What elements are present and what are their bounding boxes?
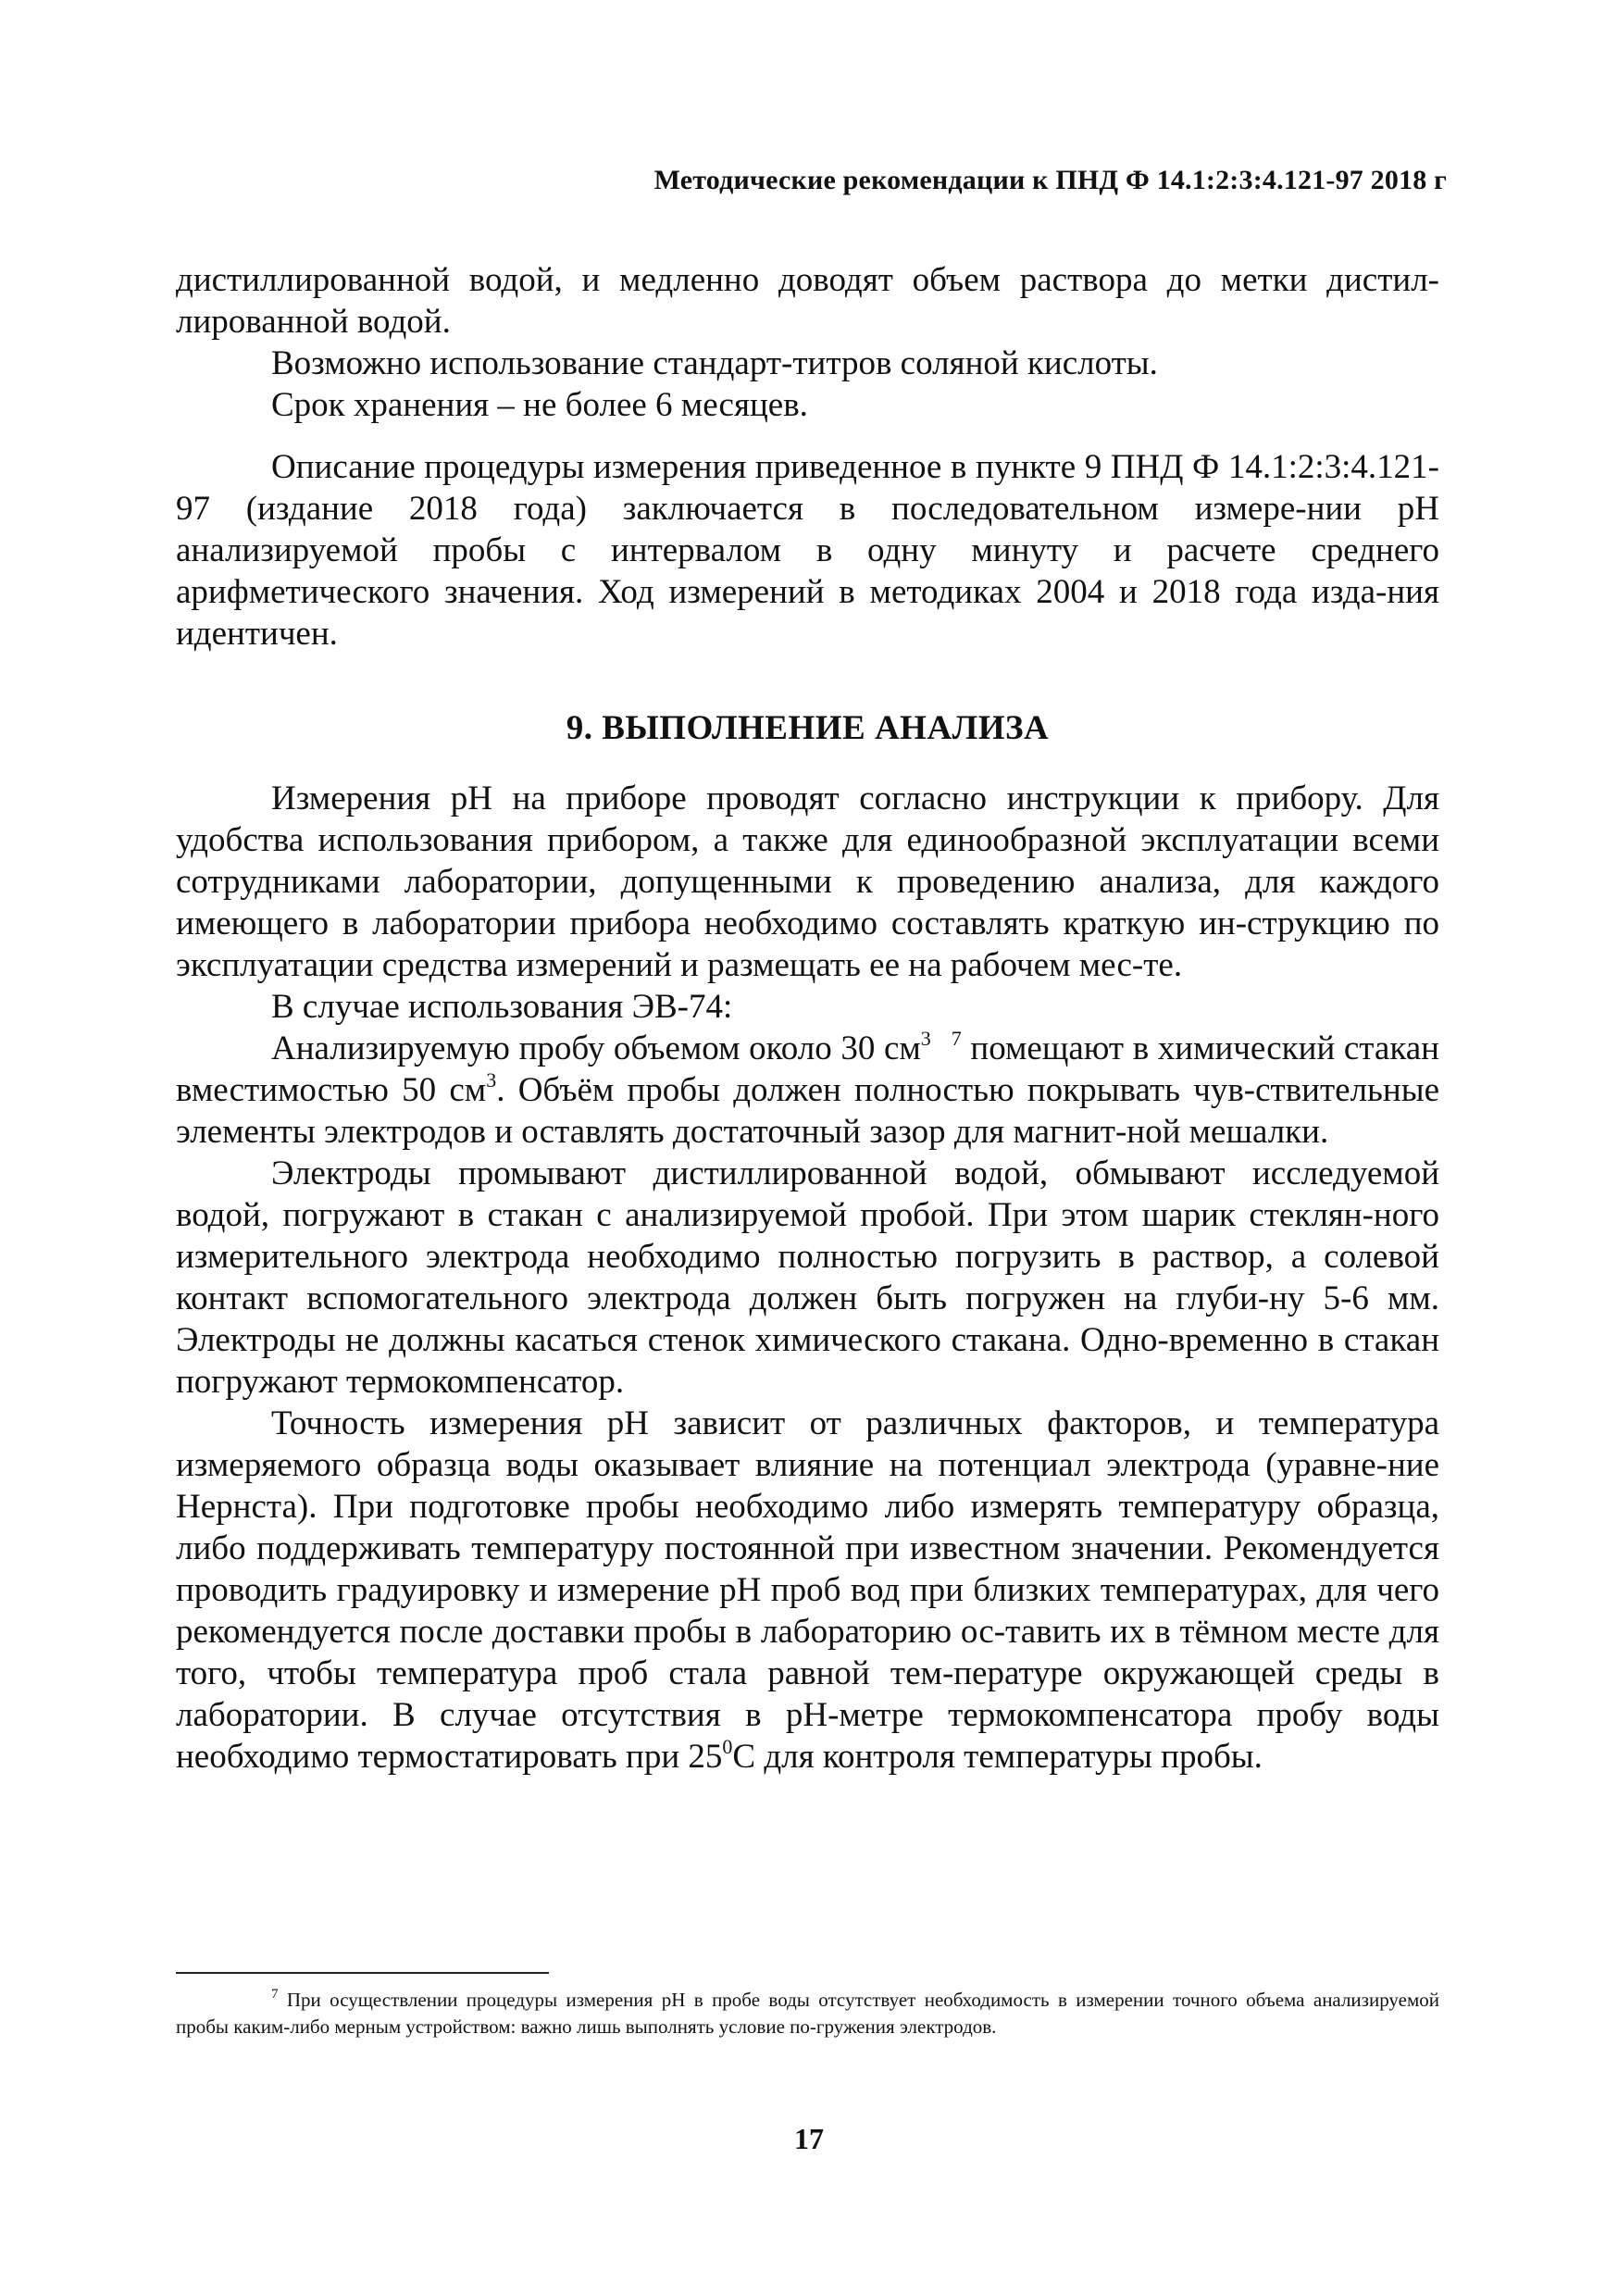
footnote bbox=[176, 1987, 1439, 2040]
paragraph-accuracy bbox=[176, 1403, 1439, 1778]
running-header: Методические рекомендации к ПНД Ф 14.1:2:3:4.121-97 2018 г bbox=[653, 165, 1447, 195]
accuracy-text-a: Точность измерения рН зависит от различных факторов, и температура измеряемого образца воды оказывает влияние на потенциал электрода (уравне-ние Нернста). При подготовке пробы необходимо либо измерять температуру образца, либо поддерживать температуру постоянной при известном значении. Рекомендуется проводить градуировку и измерение рН проб вод при близких температурах, для чего рекомендуется после доставки пробы в лабораторию ос-тавить их в тёмном месте для того, чтобы температура проб стала равной тем-пературе окружающей среды в лаборатории. В случае отсутствия в рН-метре термокомпенсатора пробу воды необходимо термостатировать при 25 bbox=[176, 1404, 1439, 1776]
sample-volume-text-a: Анализируемую пробу объемом около 30 см bbox=[271, 1029, 921, 1067]
sample-volume-text-c: . Объём пробы должен полностью покрывать чув-ствительные элементы электродов и оставлять достаточный зазор для магнит-ной мешалки. bbox=[176, 1071, 1439, 1151]
superscript-unit-2: 3 bbox=[486, 1068, 497, 1092]
accuracy-text-b: С для контроля температуры пробы. bbox=[732, 1738, 1263, 1776]
intro-block bbox=[176, 259, 1439, 655]
paragraph-ph-measurement: Измерения рН на приборе проводят согласно инструкции к прибору. Для удобства использования прибором, а также для единообразной эксплуатации всеми сотрудниками лаборатории, допущенными к проведению анализа, для каждого имеющего в лаборатории прибора необходимо составлять краткую ин-струкцию по эксплуатации средства измерений и размещать ее на рабочем мес-те. bbox=[176, 780, 1439, 984]
footnote-reference: 7 bbox=[951, 1027, 962, 1050]
section-heading: 9. ВЫПОЛНЕНИЕ АНАЛИЗА bbox=[566, 709, 1050, 747]
paragraph-continuation: дистиллированной водой, и медленно доводят объем раствора до метки дистил-лированной водой. bbox=[176, 261, 1439, 341]
page-number: 17 bbox=[794, 2122, 824, 2155]
superscript-unit: 3 bbox=[920, 1027, 931, 1050]
paragraph-ev74-case: В случае использования ЭВ-74: bbox=[271, 988, 733, 1026]
sample-volume-text-b: помещают в химический стакан вместимостью 50 см bbox=[176, 1029, 1439, 1109]
paragraph-standard-titres: Возможно использование стандарт-титров соляной кислоты. bbox=[271, 344, 1158, 382]
section-body bbox=[176, 778, 1439, 1778]
footnote-divider bbox=[176, 1972, 549, 1974]
paragraph-electrodes: Электроды промывают дистиллированной водой, обмывают исследуемой водой, погружают в стакан с анализируемой пробой. При этом шарик стеклян-ного измерительного электрода необходимо полностью погрузить в раствор, а солевой контакт вспомогательного электрода должен быть погружен на глуби-ну 5-6 мм. Электроды не должны касаться стенок химического стакана. Одно-временно в стакан погружают термокомпенсатор. bbox=[176, 1154, 1439, 1401]
paragraph-procedure-description: Описание процедуры измерения приведенное в пункте 9 ПНД Ф 14.1:2:3:4.121-97 (издание 2018 года) заключается в последовательном измере-нии рН анализируемой пробы с интервалом в одну минуту и расчете среднего арифметического значения. Ход измерений в методиках 2004 и 2018 года изда-ния идентичен. bbox=[176, 448, 1439, 653]
footnote-marker: 7 bbox=[271, 1987, 279, 2002]
paragraph-storage-term: Срок хранения – не более 6 месяцев. bbox=[271, 386, 808, 424]
superscript-degree: 0 bbox=[722, 1735, 733, 1758]
footnote-text: При осуществлении процедуры измерения рН в пробе воды отсутствует необходимость в измерении точного объема анализируемой пробы каким-либо мерным устройством: важно лишь выполнять условие по-гружения электродов. bbox=[176, 1989, 1439, 2038]
paragraph-sample-volume bbox=[176, 1028, 1439, 1153]
